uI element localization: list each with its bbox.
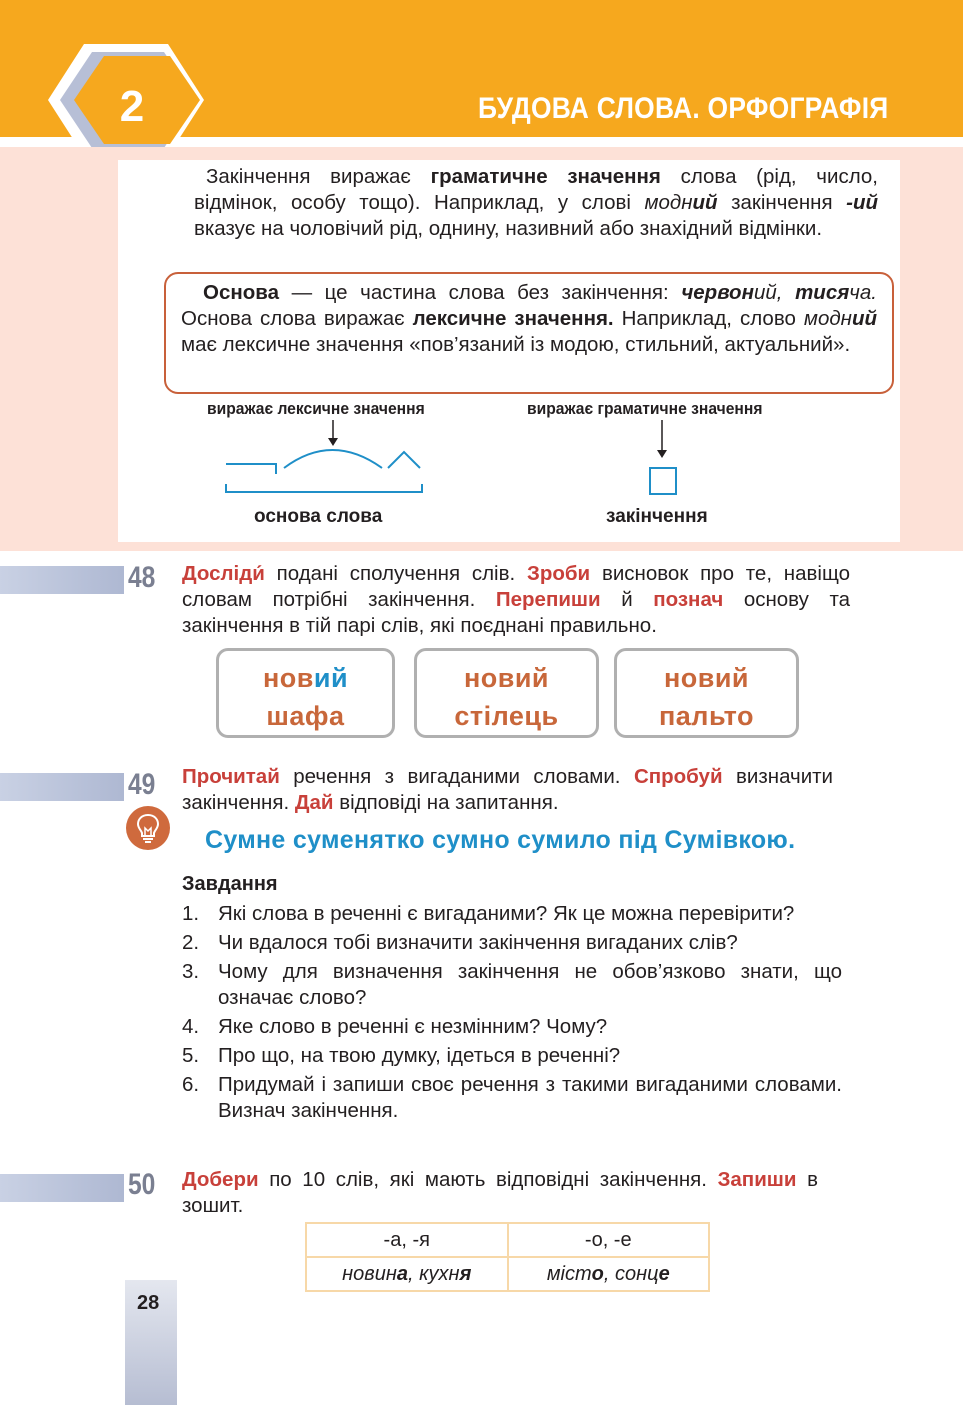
task-item: 3. Чому для визначення закінчення не обов’язково знати, що означає слово?	[182, 960, 842, 1009]
exercise-50-text: Добери по 10 слів, які мають відповідні закінчення. Запиши в зошит.	[182, 1168, 818, 1217]
endings-table	[305, 1222, 710, 1292]
word-pair-card: новий пальто	[614, 648, 799, 738]
arrow-down-icon	[328, 438, 338, 446]
task-item: 5. Про що, на твою думку, ідеться в реченні?	[182, 1044, 621, 1067]
table-header: -а, -я	[306, 1223, 508, 1257]
exercise-50-bar	[0, 1174, 124, 1202]
ending-square	[650, 468, 676, 494]
exercise-49-text: Прочитай речення з вигаданими словами. Спробуй визначити закінчення. Дай відповіді на запитання.	[182, 765, 834, 814]
ending-rule-paragraph: Закінчення виражає граматичне значення слова (рід, число, відмінок, особу тощо). Наприклад, у слові модний закінчення -ий вказує на чоловічий рід, однину, називний або знахідний відмінки.	[194, 165, 878, 240]
prefix-mark	[226, 464, 276, 474]
exercise-48-bar	[0, 566, 124, 594]
page-number: 28	[137, 1292, 160, 1314]
task-item: 1. Які слова в реченні є вигаданими? Як це можна перевірити?	[182, 902, 795, 925]
invented-sentence: Сумне суменятко сумно сумило під Сумівкою.	[205, 826, 796, 854]
suffix-mark	[388, 452, 420, 468]
lightbulb-icon	[126, 806, 170, 850]
word-pair-card: новий шафа	[216, 648, 395, 738]
diagram-label-ending: закінчення	[606, 506, 708, 527]
diagram-label-lexical: виражає лексичне значення	[207, 399, 425, 418]
stem-bracket	[226, 484, 422, 492]
stem-definition-text: Основа — це частина слова без закінчення: червоний, тисяча. Основа слова виражає лексичне значення. Наприклад, слово модний має лексичне значення «пов’язаний із модою, стильний, актуальний».	[181, 281, 878, 356]
exercise-50-number: 50	[128, 1168, 156, 1201]
table-cell: новина, кухня	[306, 1257, 508, 1291]
diagram-label-stem: основа слова	[254, 506, 383, 527]
diagram-label-grammatical: виражає граматичне значення	[527, 399, 763, 418]
exercise-49-bar	[0, 773, 124, 801]
task-item: 2. Чи вдалося тобі визначити закінчення вигаданих слів?	[182, 931, 738, 954]
task-item: 4. Яке слово в реченні є незмінним? Чому?	[182, 1015, 608, 1038]
exercise-48-number: 48	[128, 561, 156, 594]
tasks-list	[182, 901, 842, 1127]
exercise-49-number: 49	[128, 768, 156, 801]
task-item: 6. Придумай і запиши своє речення з такими вигаданими словами. Визнач закінчення.	[182, 1073, 842, 1122]
morpheme-diagram	[220, 418, 690, 500]
table-header: -о, -е	[508, 1223, 710, 1257]
word-pair-card: новий стілець	[414, 648, 599, 738]
tasks-title: Завдання	[182, 873, 278, 895]
arrow-down-icon	[657, 450, 667, 458]
chapter-number: 2	[119, 82, 145, 131]
chapter-title: БУДОВА СЛОВА. ОРФОГРАФІЯ	[478, 92, 889, 125]
table-cell: місто, сонце	[508, 1257, 710, 1291]
root-arc	[284, 450, 382, 468]
exercise-48-text: Досліди́ подані сполучення слів. Зроби висновок про те, навіщо словам потрібні закінчення. Перепиши й познач основу та закінчення в тій парі слів, які поєднані правильно.	[182, 562, 851, 637]
